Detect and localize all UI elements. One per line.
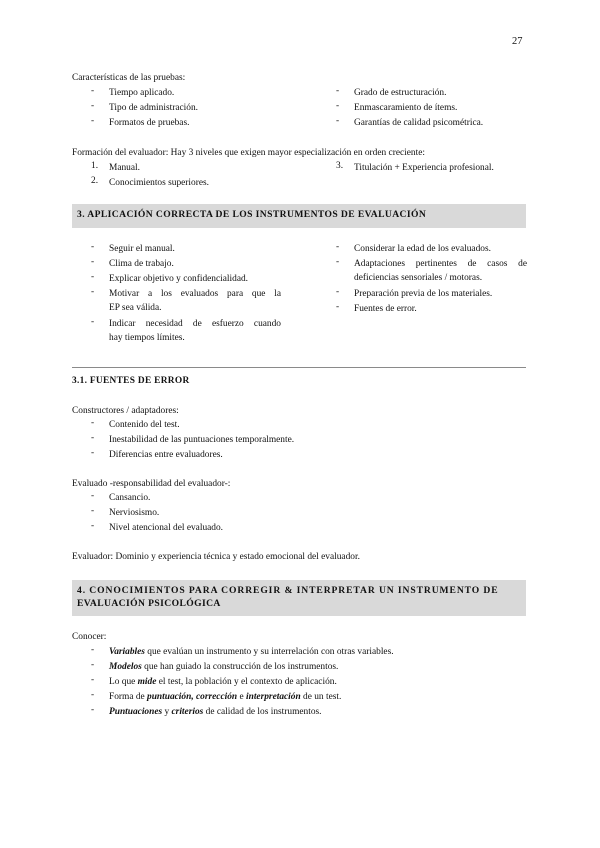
caracteristicas-heading: Características de las pruebas:	[72, 73, 186, 83]
list-item: Considerar la edad de los evaluados.	[354, 244, 491, 254]
list-item: Nerviosismo.	[109, 508, 160, 518]
bullet-dash: -	[336, 86, 340, 96]
bullet-dash: -	[336, 101, 340, 111]
list-item: Tipo de administración.	[109, 103, 198, 113]
list-item: Tiempo aplicado.	[109, 88, 175, 98]
bullet-dash: -	[91, 660, 95, 670]
bold-term: puntuación	[147, 692, 192, 702]
list-item: Grado de estructuración.	[354, 88, 447, 98]
list-item: Seguir el manual.	[109, 244, 175, 254]
bold-term: interpretación	[246, 692, 301, 702]
item-text: y	[162, 707, 172, 717]
list-item: Preparación previa de los materiales.	[354, 289, 493, 299]
bullet-dash: -	[91, 433, 95, 443]
section-4-heading	[72, 580, 526, 616]
list-item: Inestabilidad de las puntuaciones temporalmente.	[109, 435, 295, 445]
list-item	[109, 675, 337, 690]
list-number: 1.	[91, 161, 99, 171]
bold-separator: ,	[191, 692, 196, 702]
list-item: Nivel atencional del evaluado.	[109, 523, 224, 533]
bullet-dash: -	[336, 287, 340, 297]
page-number: 27	[512, 36, 523, 47]
list-item: Fuentes de error.	[354, 304, 417, 314]
bullet-dash: -	[336, 116, 340, 126]
formacion-heading: Formación del evaluador: Hay 3 niveles que exigen mayor especialización en orden creciente:	[72, 148, 425, 158]
list-item: Indicar necesidad de esfuerzo cuando	[109, 319, 281, 329]
section-3-heading	[72, 204, 526, 228]
bullet-dash: -	[91, 521, 95, 531]
bold-term: corrección	[196, 692, 238, 702]
bullet-dash: -	[91, 705, 95, 715]
item-text: Lo que	[109, 677, 138, 687]
list-item: Titulación + Experiencia profesional.	[354, 163, 494, 173]
evaluador-text: Evaluador: Dominio y experiencia técnica y estado emocional del evaluador.	[72, 552, 360, 562]
list-item: Enmascaramiento de ítems.	[354, 103, 458, 113]
list-item: Adaptaciones pertinentes de casos de	[354, 259, 527, 269]
item-text: el test, la población y el contexto de aplicación.	[156, 677, 337, 687]
bullet-dash: -	[91, 101, 95, 111]
bullet-dash: -	[91, 86, 95, 96]
divider	[72, 367, 526, 368]
bullet-dash: -	[91, 690, 95, 700]
section-3-1-heading: 3.1. FUENTES DE ERROR	[72, 376, 190, 386]
bullet-dash: -	[336, 302, 340, 312]
bullet-dash: -	[91, 317, 95, 327]
bullet-dash: -	[91, 116, 95, 126]
item-text: de un test.	[300, 692, 342, 702]
list-item-continuation: hay tiempos límites.	[109, 333, 185, 343]
list-item: Cansancio.	[109, 493, 151, 503]
conocer-heading: Conocer:	[72, 632, 107, 642]
evaluado-heading: Evaluado -responsabilidad del evaluador-:	[72, 479, 231, 489]
bullet-dash: -	[91, 675, 95, 685]
list-item	[109, 705, 322, 720]
list-number: 2.	[91, 176, 99, 186]
list-number: 3.	[336, 161, 344, 171]
bold-term: Modelos	[109, 662, 142, 672]
item-text: Forma de	[109, 692, 148, 702]
list-item: Manual.	[109, 163, 140, 173]
item-text: que evalúan un instrumento y su interrelación con otras variables.	[144, 647, 394, 657]
list-item: Conocimientos superiores.	[109, 178, 209, 188]
bullet-dash: -	[91, 506, 95, 516]
item-text: de calidad de los instrumentos.	[203, 707, 322, 717]
list-item	[109, 690, 341, 705]
bullet-dash: -	[91, 645, 95, 655]
list-item: Clima de trabajo.	[109, 259, 174, 269]
item-text: que han guiado la construcción de los instrumentos.	[141, 662, 339, 672]
bold-term: mide	[137, 677, 157, 687]
bold-term: criterios	[171, 707, 204, 717]
constructores-heading: Constructores / adaptadores:	[72, 406, 179, 416]
section-title: 3. APLICACIÓN CORRECTA DE LOS INSTRUMENTOS DE EVALUACIÓN	[77, 209, 427, 220]
list-item: Garantías de calidad psicométrica.	[354, 118, 484, 128]
list-item-continuation: EP sea válida.	[109, 303, 162, 313]
bullet-dash: -	[336, 242, 340, 252]
section-title-line-2: EVALUACIÓN PSICOLÓGICA	[77, 598, 221, 609]
bullet-dash: -	[91, 491, 95, 501]
bullet-dash: -	[91, 242, 95, 252]
list-item	[109, 645, 394, 660]
bullet-dash: -	[91, 272, 95, 282]
bold-term: Variables	[109, 647, 145, 657]
bold-term: Puntuaciones	[109, 707, 163, 717]
list-item: Diferencias entre evaluadores.	[109, 450, 223, 460]
bullet-dash: -	[336, 257, 340, 267]
list-item: Formatos de pruebas.	[109, 118, 190, 128]
list-item: Contenido del test.	[109, 420, 180, 430]
bullet-dash: -	[91, 257, 95, 267]
section-title-line-1: 4. CONOCIMIENTOS PARA CORREGIR & INTERPRETAR UN INSTRUMENTO DE	[77, 585, 499, 596]
list-item: Explicar objetivo y confidencialidad.	[109, 274, 249, 284]
bullet-dash: -	[91, 418, 95, 428]
item-text: e	[237, 692, 246, 702]
list-item-continuation: deficiencias sensoriales / motoras.	[354, 273, 483, 283]
bullet-dash: -	[91, 448, 95, 458]
list-item: Motivar a los evaluados para que la	[109, 289, 281, 299]
bullet-dash: -	[91, 287, 95, 297]
list-item	[109, 660, 338, 675]
